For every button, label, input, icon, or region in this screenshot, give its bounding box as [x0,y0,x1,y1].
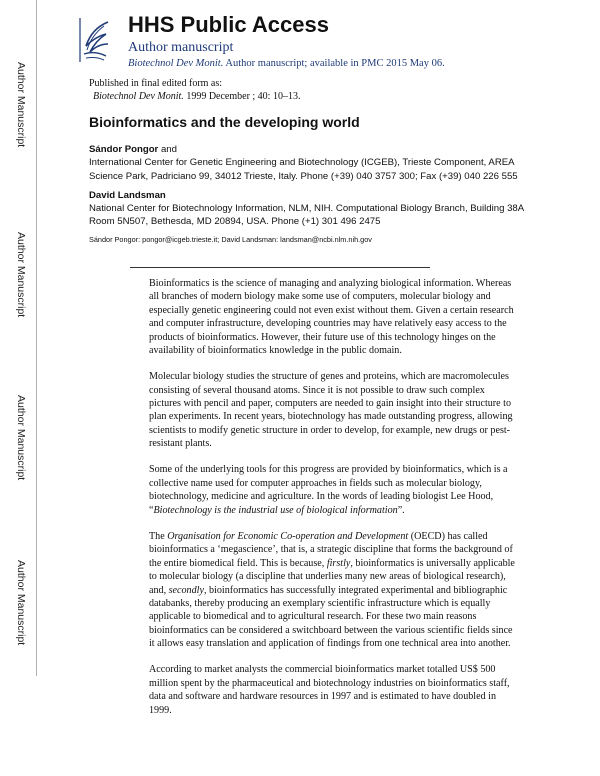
oecd-name: Organisation for Economic Co-operation and Development [167,530,409,542]
author-entry [89,143,529,183]
hhs-eagle-logo-icon [78,18,110,62]
section-divider [130,267,430,268]
author-affiliation: International Center for Genetic Engineering and Biotechnology (ICGEB), Trieste Component, AREA Science Park, Padriciano 99, 34012 Trieste, Italy. Phone (+39) 040 3757 300; Fax (+39) 040 226 555 [89,157,518,182]
text-run: Some of the underlying tools for this progress are provided by bioinformatics, which is a collective name used for computer approaches in fields such as molecular biology, biotechnology, medicine and agriculture. In the words of leading biologist Lee Hood, “ [149,464,508,516]
text-run: , bioinformatics has successfully integrated experimental and bibliographic databanks, thereby producing an exemplary scientific infrastructure which is equally applicable to biomedical and to agricultural research. For these two main reasons bioinformatics can be considered a switchboard between the various scientific fields since it allows easy translation and application of findings from one technical area into another. [149,584,513,650]
author-entry [89,189,529,229]
journal-name: Biotechnol Dev Monit. [128,58,224,69]
text-run: The [149,530,168,542]
body-paragraph: Molecular biology studies the structure of genes and proteins, which are macromolecules consisting of several thousand atoms. Since it is not possible to draw such complex pictures with pencil and paper, computers are needed to gain insight into their structure to plan experiments. In recent years, biotechnology has made outstanding progress, allowing scientists to modify genetic structure in order to develop, for example, new drugs or pest-resistant plants. [149,371,513,450]
body-paragraph [149,463,517,517]
availability-note: Author manuscript; available in PMC 2015 May 06. [225,58,445,69]
body-paragraph: According to market analysts the commercial bioinformatics market totalled US$ 500 million spent by the pharmaceutical and biotechnology industries on bioinformatics staff, data and software and hardware resources in 1997 and is estimated to have doubled in 1999. [149,664,510,716]
side-label-author-manuscript: Author Manuscript [15,560,27,646]
side-label-author-manuscript: Author Manuscript [15,232,27,318]
published-info [89,77,300,103]
author-name: David Landsman [89,189,166,201]
text-run: , bioinformatics is universally applicable to molecular biology (a discipline that underlies many new areas of biological research), and, [149,557,515,596]
article-title: Bioinformatics and the developing world [89,114,360,130]
author-conjunction: and [158,144,177,155]
body-paragraph: Bioinformatics is the science of managing and analyzing biological information. Whereas all branches of modern biology make some use of computers, molecular biology and especially genetic engineering could not even exist without them. Given a certain research and computer infrastructure, developing countries may have relatively easy access to the products of bioinformatics. However, their future use of this technology hinges on the availability of bioinformatics knowledge in the public domain. [149,278,514,357]
article-body [149,277,517,730]
published-label: Published in final edited form as: [89,78,223,89]
author-emails: Sándor Pongor: pongor@icgeb.trieste.it; David Landsman: landsman@ncbi.nlm.nih.gov [89,234,372,244]
hood-quote: Biotechnology is the industrial use of biological information [153,504,398,516]
side-label-author-manuscript: Author Manuscript [15,395,27,481]
published-journal: Biotechnol Dev Monit. [93,91,184,102]
published-citation [89,90,300,103]
published-details: 1999 December ; 40: 10–13. [186,91,301,102]
emphasis-firstly: firstly [326,557,351,569]
hhs-public-access-title: HHS Public Access [128,12,329,37]
author-name: Sándor Pongor [89,144,159,155]
text-run: (OECD) has called bioinformatics a ‘megascience’, that is, a strategic discipline that forms the background of the entire biomedical field. This is because, [149,530,513,569]
author-manuscript-subtitle: Author manuscript [128,40,234,55]
journal-citation [128,58,445,69]
author-block [89,143,529,245]
emphasis-secondly: secondly [168,584,204,596]
margin-divider [36,0,37,676]
body-paragraph [149,530,517,651]
text-run: ”. [397,504,405,516]
author-affiliation: National Center for Biotechnology Information, NLM, NIH. Computational Biology Branch, Building 38A Room 5N507, Bethesda, MD 20894, USA. Phone (+1) 301 496 2475 [89,203,524,228]
side-label-author-manuscript: Author Manuscript [15,62,27,148]
